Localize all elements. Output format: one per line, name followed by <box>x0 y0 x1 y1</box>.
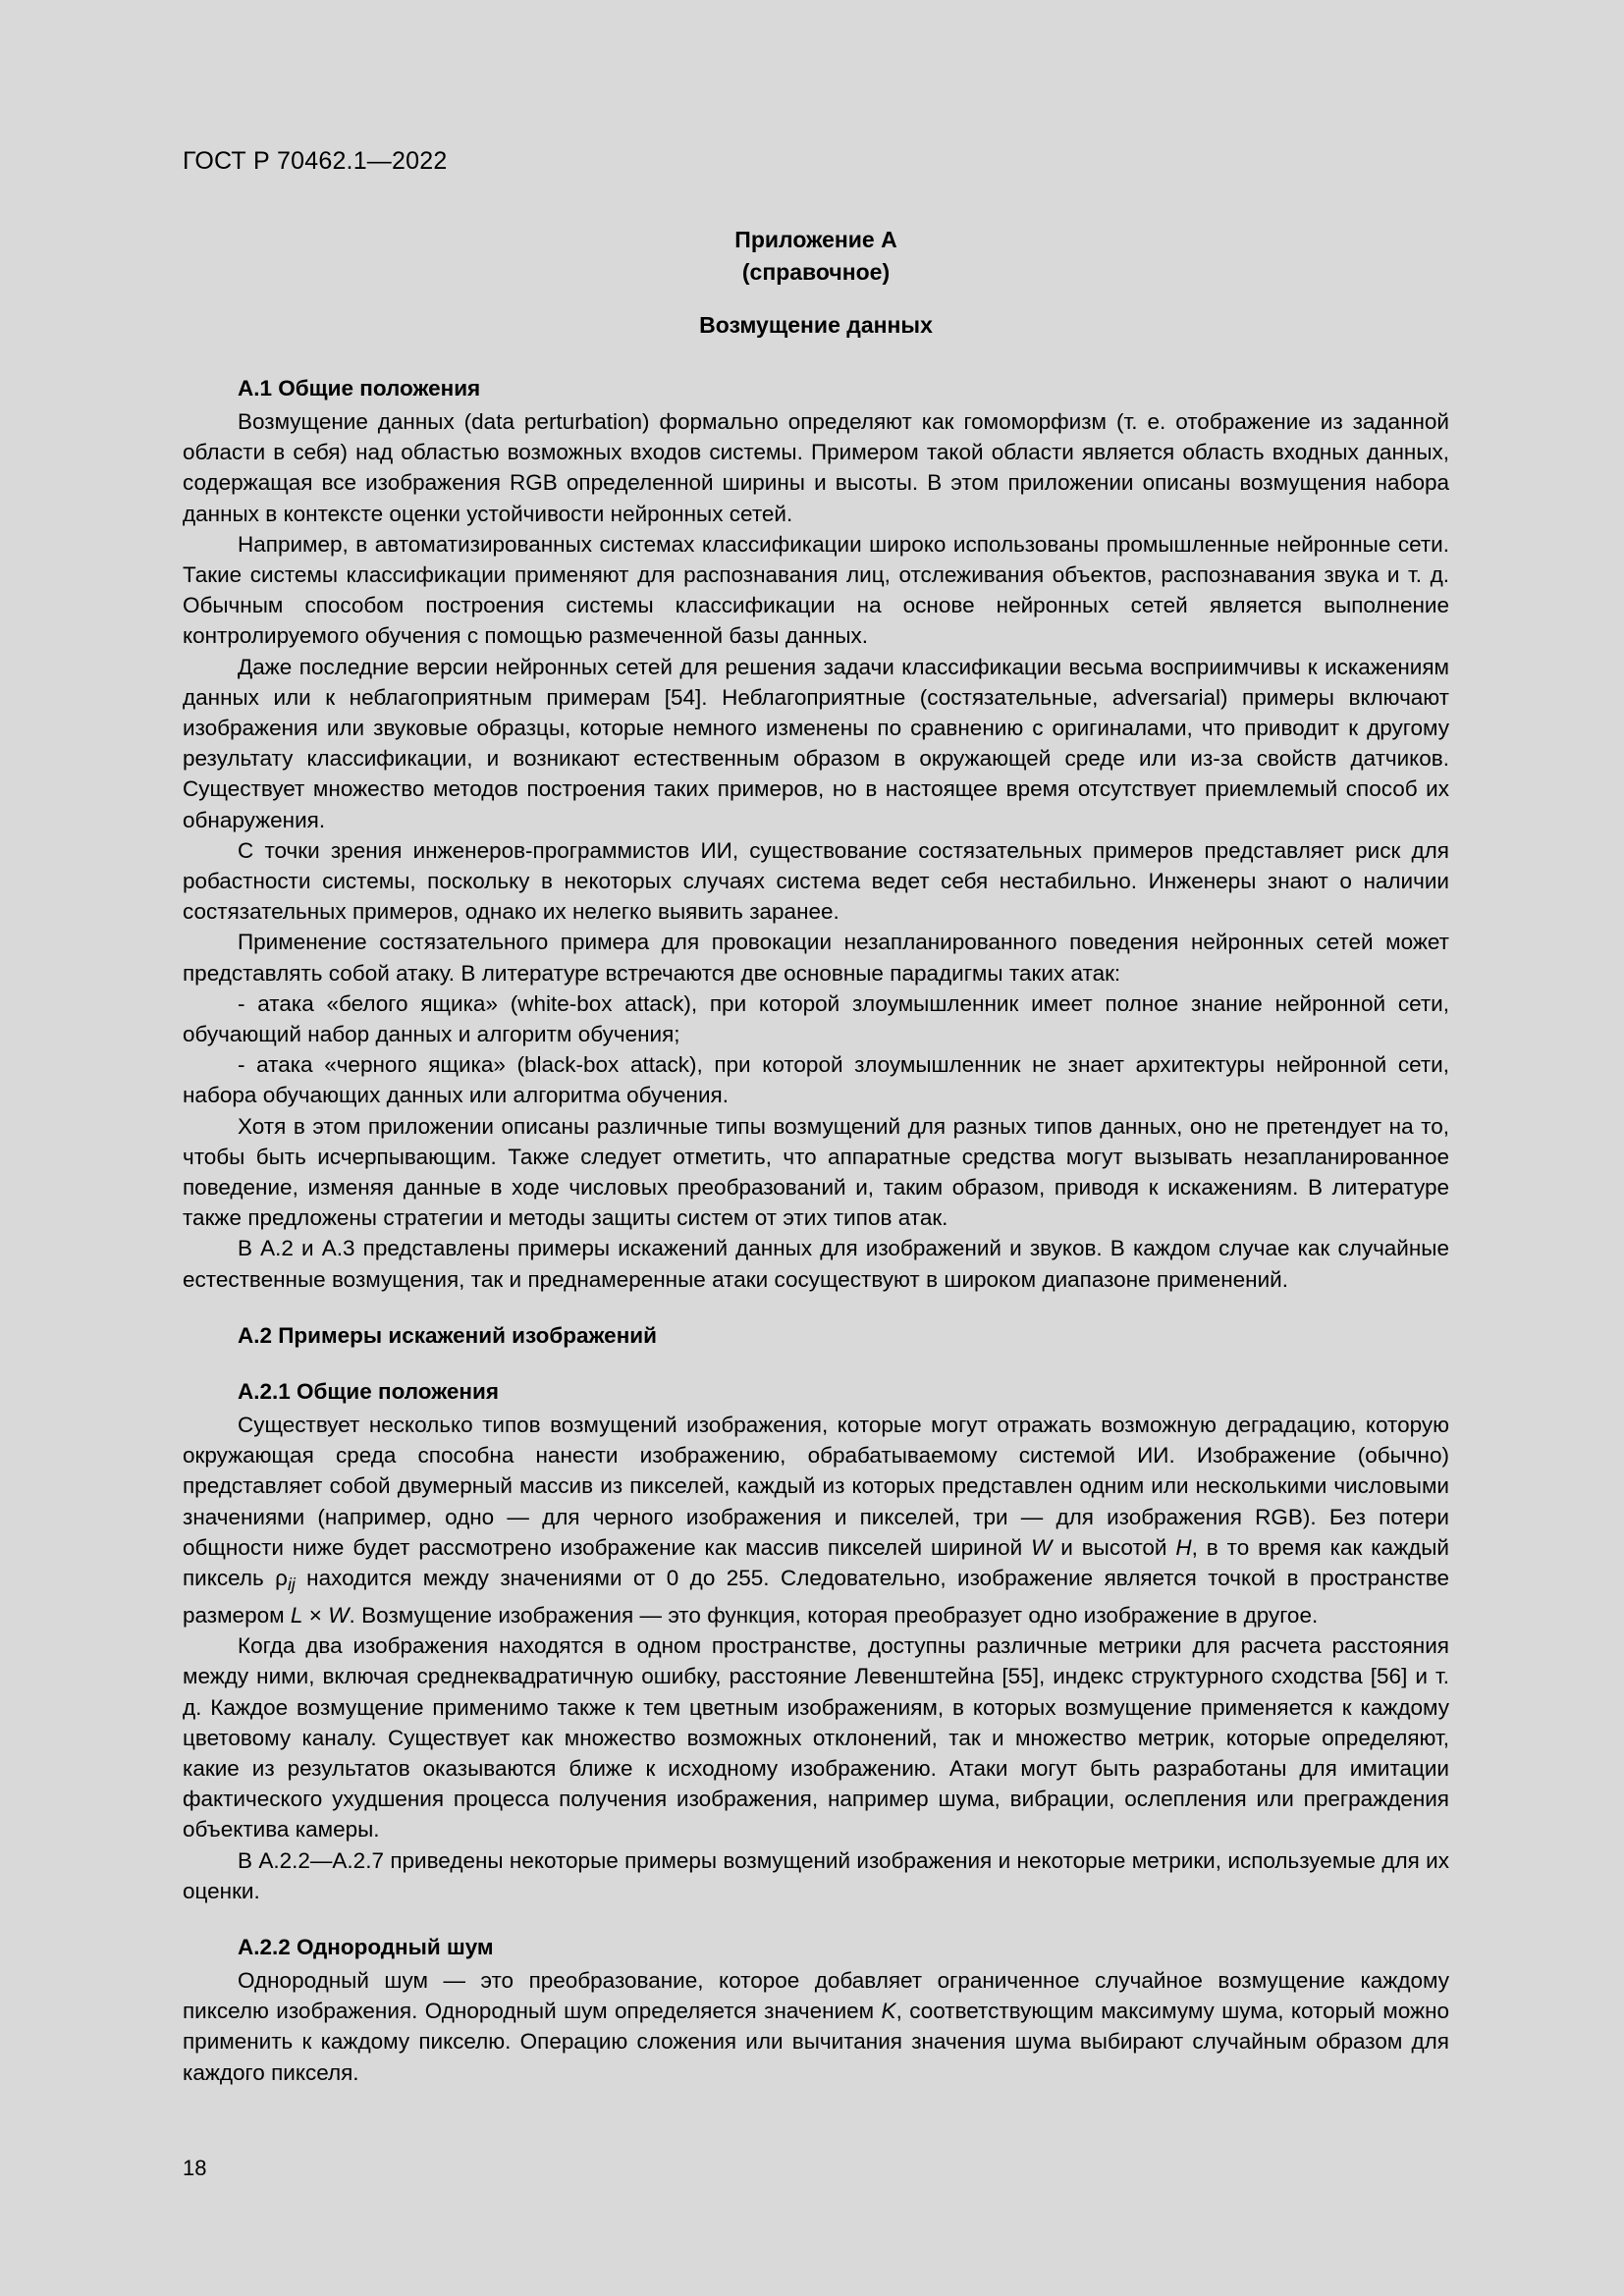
annex-title-line1: Приложение А <box>734 227 897 252</box>
page-number: 18 <box>183 2156 207 2180</box>
document-standard-header: ГОСТ Р 70462.1—2022 <box>183 147 448 175</box>
paragraph: Хотя в этом приложении описаны различные типы возмущений для разных типов данных, оно не претендует на то, чтобы быть исчерпывающим. Также следует отметить, что аппаратные средства могут вызывать незапланированное поведение, изменяя данные в ходе числовых преобразований и, таким образом, приводя к искажениям. В литературе также предложены стратегии и методы защиты систем от этих типов атак. <box>183 1113 1449 1231</box>
section-heading-a2: А.2 Примеры искажений изображений <box>238 1322 657 1348</box>
annex-body <box>183 373 1449 2088</box>
section-heading-a21: А.2.1 Общие положения <box>238 1378 499 1404</box>
annex-name: Возмущение данных <box>699 312 933 338</box>
list-item: - атака «черного ящика» (black-box attack), при которой злоумышленник не знает архитектуры нейронной сети, набора обучающих данных или алгоритма обучения. <box>183 1052 1449 1108</box>
section-heading-a22: А.2.2 Однородный шум <box>238 1935 494 1960</box>
paragraph: С точки зрения инженеров-программистов ИИ, существование состязательных примеров представляет риск для робастности системы, поскольку в некоторых случаях система ведет себя нестабильно. Инженеры знают о наличии состязательных примеров, однако их нелегко выявить заранее. <box>183 837 1449 925</box>
annex-title <box>183 224 1449 289</box>
page-content <box>183 0 1449 2296</box>
paragraph: Когда два изображения находятся в одном пространстве, доступны различные метрики для расчета расстояния между ними, включая среднеквадратичную ошибку, расстояние Левенштейна [55], индекс структурного сходства [56] и т. д. Каждое возмущение применимо также к тем цветным изображениям, в которых возмущение применяется к каждому цветовому каналу. Существует как множество возможных отклонений, так и множество метрик, которые определяют, какие из результатов оказываются ближе к исходному изображению. Атаки могут быть разработаны для имитации фактического ухудшения процесса получения изображения, например шума, вибрации, ослепления или преграждения объектива камеры. <box>183 1633 1449 1842</box>
paragraph: Даже последние версии нейронных сетей для решения задачи классификации весьма восприимчивы к искажениям данных или к неблагоприятным примерам [54]. Неблагоприятные (состязательные, adversarial) примеры включают изображения или звуковые образцы, которые немного изменены по сравнению с оригиналами, что приводит к другому результату классификации, и возникают естественным образом в окружающей среде или из-за свойств датчиков. Существует множество методов построения таких примеров, но в настоящее время отсутствует приемлемый способ их обнаружения. <box>183 654 1449 832</box>
paragraph: В А.2.2—А.2.7 приведены некоторые примеры возмущений изображения и некоторые метрики, используемые для их оценки. <box>183 1847 1449 1903</box>
paragraph: Применение состязательного примера для провокации незапланированного поведения нейронных сетей может представлять собой атаку. В литературе встречаются две основные парадигмы таких атак: <box>183 930 1449 986</box>
paragraph: В А.2 и А.3 представлены примеры искажений данных для изображений и звуков. В каждом случае как случайные естественные возмущения, так и преднамеренные атаки сосуществуют в широком диапазоне применений. <box>183 1236 1449 1292</box>
paragraph: Существует несколько типов возмущений изображения, которые могут отражать возможную деградацию, которую окружающая среда способна нанести изображению, обрабатываемому системой ИИ. Изображение (обычно) представляет собой двумерный массив из пикселей, каждый из которых представлен одним или несколькими числовыми значениями (например, одно — для черного изображения и пикселей, три — для изображения RGB). Без потери общности ниже будет рассмотрено изображение как массив пикселей шириной W и высотой H, в то время как каждый пиксель $\rho_{ij}$ находится между значениями от 0 до 255. Следовательно, изображение является точкой в пространстве размером L × W. Возмущение изображения — это функция, которая преобразует одно изображение в другое. <box>183 1412 1449 1629</box>
list-item: - атака «белого ящика» (white-box attack), при которой злоумышленник имеет полное знание нейронной сети, обучающий набор данных и алгоритм обучения; <box>183 990 1449 1047</box>
section-heading-a1: А.1 Общие положения <box>238 376 481 400</box>
paragraph: Например, в автоматизированных системах классификации широко использованы промышленные нейронные сети. Такие системы классификации применяют для распознавания лиц, отслеживания объектов, распознавания звука и т. д. Обычным способом построения системы классификации на основе нейронных сетей является выполнение контролируемого обучения с помощью размеченной базы данных. <box>183 531 1449 649</box>
paragraph: Возмущение данных (data perturbation) формально определяют как гомоморфизм (т. е. отображение из заданной области в себя) над областью возможных входов системы. Примером такой области является область входных данных, содержащая все изображения RGB определенной ширины и высоты. В этом приложении описаны возмущения набора данных в контексте оценки устойчивости нейронных сетей. <box>183 409 1449 526</box>
annex-title-line2: (справочное) <box>741 259 891 285</box>
paragraph: Однородный шум — это преобразование, которое добавляет ограниченное случайное возмущение каждому пикселю изображения. Однородный шум определяется значением K, соответствующим максимуму шума, который можно применить к каждому пикселю. Операцию сложения или вычитания значения шума выбирают случайным образом для каждого пикселя. <box>183 1968 1450 2085</box>
